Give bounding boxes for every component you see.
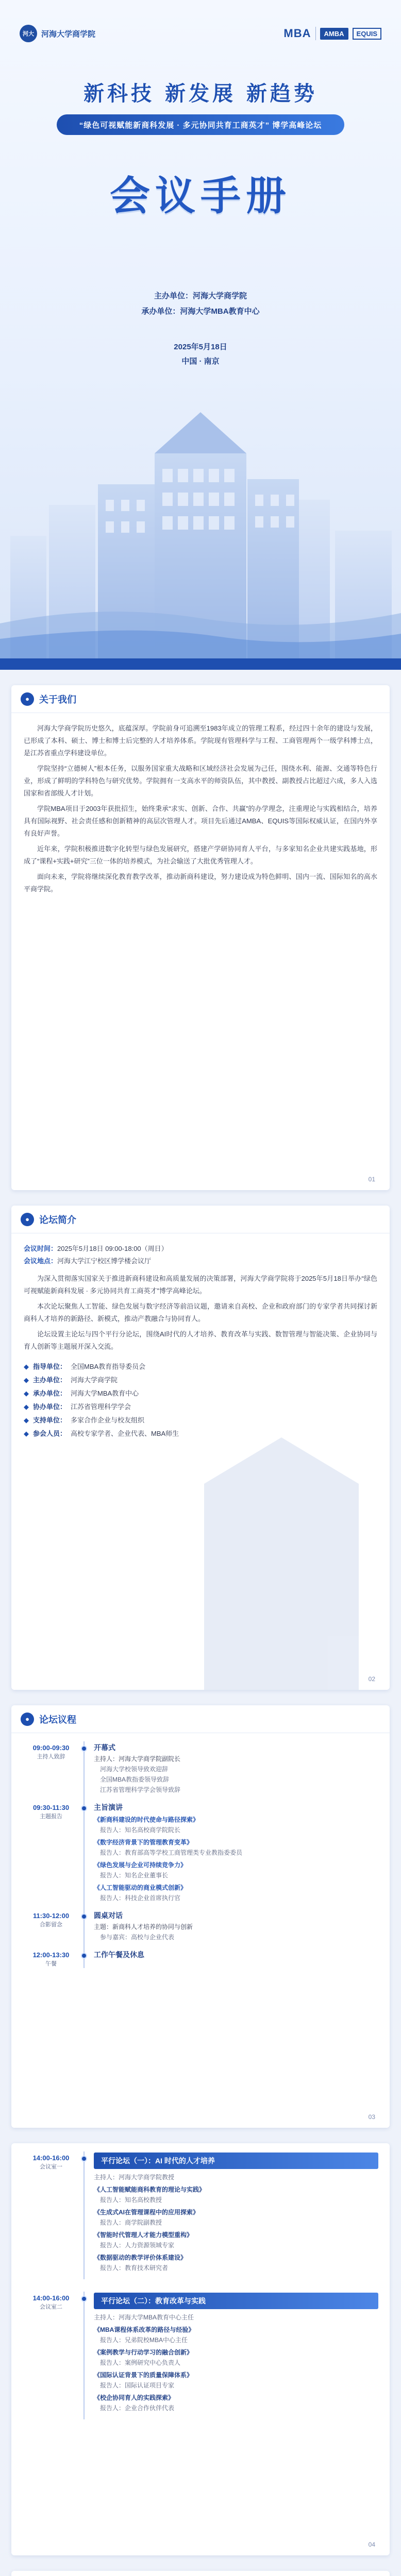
agenda-time: 11:30-12:00 [32,1912,70,1920]
cover-title: 会议手册 [109,173,291,219]
cover-date-place [0,340,401,369]
forum-time: 14:00-16:00 [32,2294,70,2302]
forum-title: 平行论坛（二）：教育改革与实践 [94,2293,378,2309]
forums-page-2 [11,2571,390,2576]
cover-slogan: 新科技 新发展 新趋势 [83,81,318,106]
timeline-dot-icon [81,1953,87,1959]
forum-room: 会议室一 [40,2164,62,2170]
intro-section [11,1206,390,1690]
forum-timeline [11,2571,390,2576]
forum-row: 14:00-16:00 会议室一 平行论坛（一）：AI 时代的人才培养 主持人：河海大学商学院教授 《人工智能赋能商科教育的理论与实践》 报告人：知名高校教授 《生成式AI在管理课程中的应用探索》 报告人：商学院副教授 《智能时代管理人才能力模型重构》 报告人：人力资源领域专家 《数据驱动的教学评价体系建设》 报告人：教育技术研究者 [23,2151,378,2279]
equis-logo: EQUIS [353,28,381,40]
about-title: 关于我们 [39,694,76,705]
cover-date: 2025年5月18日 [174,343,227,351]
list-item: ◆ 参会人员： 高校专家学者、企业代表、MBA师生 [24,1430,179,1437]
university-emblem-icon: 河大 [20,25,37,42]
page-number: 02 [368,1675,375,1683]
forum-time: 14:00-16:00 [32,2154,70,2162]
timeline-dot-icon [81,2296,87,2302]
about-paragraph: 近年来，学院积极推进数字化转型与绿色发展研究，搭建产学研协同育人平台，与多家知名企业共建实践基地，形成了“课程+实践+研究”三位一体的培养模式，为社会输送了大批优秀管理人才。 [24,845,377,865]
section-marker-icon: ● [21,1713,34,1726]
intro-paragraph: 本次论坛聚焦人工智能、绿色发展与数字经济等前沿议题，邀请来自高校、企业和政府部门的专家学者共同探讨新商科人才培养的新路径、新模式，推动产教融合与协同育人。 [24,1302,377,1323]
cover-theme-banner: “绿色可视赋能新商科发展 · 多元协同共育工商英才” 博学高峰论坛 [57,114,344,135]
agenda-time-sub: 午餐 [45,1961,57,1967]
agenda-timeline [11,1733,390,1976]
organizer-org: 承办单位：河海大学MBA教育中心 [141,307,260,316]
intro-header [11,1206,390,1233]
campus-skyline-illustration [0,381,401,670]
agenda-header [11,1705,390,1733]
agenda-time-sub: 合影留念 [40,1922,62,1928]
about-paragraph: 河海大学商学院历史悠久，底蕴深厚。学院前身可追溯至1983年成立的管理工程系，经过四十余年的建设与发展，已形成了本科、硕士、博士和博士后完整的人才培养体系。学院现有管理科学与工程、工商管理两个一级学科博士点，是江苏省重点学科建设单位。 [24,724,377,757]
intro-paragraph: 论坛设置主论坛与四个平行分论坛，围绕AI时代的人才培养、教育改革与实践、数智管理与智能决策、企业协同与育人创新等主题展开深入交流。 [24,1330,377,1350]
agenda-time-sub: 主持人致辞 [37,1754,65,1760]
amba-logo: AMBA [320,28,348,40]
accreditation-logos [283,27,381,40]
forum-title: 平行论坛（一）：AI 时代的人才培养 [94,2153,378,2169]
about-paragraph: 学院坚持“立德树人”根本任务，以服务国家重大战略和区域经济社会发展为己任，围绕水利、能源、交通等特色行业，形成了鲜明的学科特色与研究优势。学院拥有一支高水平的师资队伍，其中教授、副教授占比超过六成，多人入选国家和省部级人才计划。 [24,765,377,797]
page-number: 03 [368,2113,375,2121]
page-number: 04 [368,2541,375,2548]
page-number: 01 [368,1176,375,1183]
cover [0,0,401,670]
about-header [11,685,390,713]
timeline-dot-icon [81,1805,87,1811]
forum-room: 会议室二 [40,2304,62,2310]
agenda-row: 11:30-12:00 合影留念 圆桌对话 主题：新商科人才培养的协同与创新 参与嘉宾：高校与企业代表 [23,1909,378,1948]
forums-page-1 [11,2143,390,2555]
cover-bottom-bar [0,658,401,670]
section-marker-icon: ● [21,692,34,706]
about-body [11,713,390,908]
university-logo [20,25,95,42]
university-name: 河海大学商学院 [41,29,96,39]
section-marker-icon: ● [21,1213,34,1226]
forum-timeline [11,2143,390,2428]
mba-logo: MBA [283,27,311,40]
logo-bar [20,24,381,43]
timeline-dot-icon [81,1913,87,1920]
list-item: ◆ 指导单位： 全国MBA教育指导委员会 [24,1363,146,1370]
agenda-time-sub: 主题报告 [40,1814,62,1820]
agenda-item-title: 开幕式 [94,1743,115,1752]
cover-place: 中国 · 南京 [181,357,220,366]
about-paragraph: 学院MBA项目于2003年获批招生，始终秉承“求实、创新、合作、共赢”的办学理念，注重理论与实践相结合，培养具有国际视野、社会责任感和创新精神的高层次管理人才。项目先后通过AMBA、EQUIS等国际权威认证，在国内外享有良好声誉。 [24,805,377,837]
agenda-section [11,1705,390,2128]
list-item: ◆ 支持单位： 多家合作企业与校友组织 [24,1416,145,1424]
about-paragraph: 面向未来，学院将继续深化教育教学改革，推动新商科建设，努力建设成为特色鲜明、国内一流、国际知名的高水平商学院。 [24,873,377,893]
agenda-row: 09:30-11:30 主题报告 主旨演讲 《新商科建设的时代使命与路径探索》 报告人：知名高校商学院院长 《数字经济背景下的管理教育变革》 报告人：教育部高等学校工商管理类专业教指委委员 《绿色发展与企业可持续竞争力》 报告人：知名企业董事长 《人工智能驱动的商业模式创新》 报告人：科技企业首席执行官 [23,1801,378,1909]
building-watermark [173,1422,390,1690]
logo-divider [315,27,316,40]
agenda-row: 09:00-09:30 主持人致辞 开幕式 主持人：河海大学商学院副院长 河海大学校领导致欢迎辞 全国MBA教指委领导致辞 江苏省管理科学学会领导致辞 [23,1741,378,1801]
agenda-row [23,1948,378,1968]
agenda-item-title: 圆桌对话 [94,1911,123,1920]
agenda-item-title: 主旨演讲 [94,1803,123,1811]
intro-paragraph: 为深入贯彻落实国家关于推进新商科建设和高质量发展的决策部署，河海大学商学院将于2025年5月18日举办“绿色可视赋能新商科发展 · 多元协同共育工商英才”博学高峰论坛。 [24,1275,377,1295]
agenda-title: 论坛议程 [39,1714,76,1725]
agenda-time: 09:30-11:30 [32,1804,70,1811]
cover-organizers [0,289,401,319]
agenda-time: 09:00-09:30 [32,1744,70,1752]
list-item: ◆ 主办单位： 河海大学商学院 [24,1376,118,1384]
meeting-time: 会议时间：2025年5月18日 09:00-18:00（周日） [24,1245,168,1252]
list-item: ◆ 协办单位： 江苏省管理科学学会 [24,1403,131,1411]
intro-body [11,1233,390,1450]
agenda-time: 12:00-13:30 [32,1951,70,1959]
about-section [11,685,390,1190]
forum-row: 14:00-16:00 会议室二 平行论坛（二）：教育改革与实践 主持人：河海大学MBA教育中心主任 《MBA课程体系改革的路径与经验》 报告人：兄弟院校MBA中心主任 《案例教学与行动学习的融合创新》 报告人：案例研究中心负责人 《国际认证背景下的质量保障体系》 报告人：国际认证项目专家 《校企协同育人的实践探索》 报告人：企业合作伙伴代表 [23,2292,378,2419]
timeline-dot-icon [81,1745,87,1752]
host-org: 主办单位：河海大学商学院 [154,292,247,300]
timeline-dot-icon [81,2156,87,2162]
list-item: ◆ 承办单位： 河海大学MBA教育中心 [24,1389,139,1397]
intro-title: 论坛简介 [39,1214,76,1225]
agenda-item-title: 工作午餐及休息 [94,1951,144,1959]
meeting-venue: 会议地点：河海大学江宁校区博学楼会议厅 [24,1257,152,1265]
